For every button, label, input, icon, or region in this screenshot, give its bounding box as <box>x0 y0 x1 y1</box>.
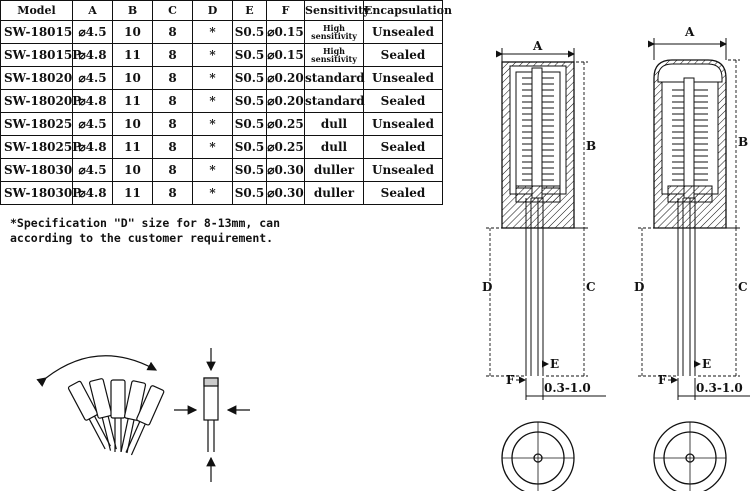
cell-e: S0.5 <box>233 21 267 44</box>
label-e: E <box>702 357 712 371</box>
cell-model: SW-18015 <box>1 21 73 44</box>
cell-c: 8 <box>153 159 193 182</box>
cell-encapsulation: Sealed <box>364 182 443 205</box>
cell-model: SW-18025 <box>1 113 73 136</box>
cell-sensitivity: dull <box>305 136 364 159</box>
cell-e: S0.5 <box>233 182 267 205</box>
dimension-a <box>654 38 726 60</box>
dimension-c <box>544 228 588 376</box>
header-f: F <box>267 1 305 21</box>
cell-c: 8 <box>153 90 193 113</box>
table-row <box>1 67 443 90</box>
label-b: B <box>738 135 749 149</box>
cell-b: 11 <box>113 90 153 113</box>
cell-b: 11 <box>113 44 153 67</box>
cell-a: ⌀4.5 <box>73 21 113 44</box>
cell-c: 8 <box>153 113 193 136</box>
cell-c: 8 <box>153 21 193 44</box>
cell-c: 8 <box>153 136 193 159</box>
cell-sensitivity: standard <box>305 67 364 90</box>
cell-f: ⌀0.30 <box>267 182 305 205</box>
table-header-row <box>1 1 443 21</box>
cell-d: * <box>193 182 233 205</box>
cell-b: 11 <box>113 182 153 205</box>
cell-c: 8 <box>153 182 193 205</box>
header-c: C <box>153 1 193 21</box>
table-row <box>1 159 443 182</box>
label-a: A <box>685 25 695 39</box>
cell-model: SW-18020 <box>1 67 73 90</box>
lead-spacing-label: 0.3-1.0 <box>696 381 743 395</box>
cell-d: * <box>193 90 233 113</box>
cell-e: S0.5 <box>233 44 267 67</box>
cell-b: 11 <box>113 136 153 159</box>
label-d: D <box>634 280 645 294</box>
label-f: F <box>658 373 667 387</box>
cell-a: ⌀4.5 <box>73 159 113 182</box>
cell-sensitivity: duller <box>305 159 364 182</box>
dimension-d <box>486 228 524 376</box>
cell-model: SW-18030P <box>1 182 73 205</box>
header-e: E <box>233 1 267 21</box>
cell-d: * <box>193 67 233 90</box>
tilt-illustration <box>38 340 308 490</box>
cell-a: ⌀4.5 <box>73 113 113 136</box>
dimension-c <box>696 228 740 376</box>
bottom-view <box>502 422 574 491</box>
cell-f: ⌀0.15 <box>267 21 305 44</box>
cell-d: * <box>193 44 233 67</box>
cell-encapsulation: Unsealed <box>364 21 443 44</box>
header-d: D <box>193 1 233 21</box>
cell-encapsulation: Unsealed <box>364 67 443 90</box>
cell-b: 10 <box>113 113 153 136</box>
cell-f: ⌀0.20 <box>267 90 305 113</box>
cell-f: ⌀0.25 <box>267 113 305 136</box>
cell-encapsulation: Unsealed <box>364 159 443 182</box>
single-sensor-icon <box>174 348 250 482</box>
cell-sensitivity: standard <box>305 90 364 113</box>
cell-c: 8 <box>153 67 193 90</box>
cell-model: SW-18015P <box>1 44 73 67</box>
cell-a: ⌀4.8 <box>73 90 113 113</box>
specification-note: *Specification "D" size for 8-13mm, can according to the customer requirement. <box>10 216 281 245</box>
cell-e: S0.5 <box>233 159 267 182</box>
label-f: F <box>506 373 515 387</box>
label-d: D <box>482 280 493 294</box>
table-row <box>1 182 443 205</box>
label-c: C <box>738 280 748 294</box>
cell-model: SW-18020P <box>1 90 73 113</box>
cell-c: 8 <box>153 44 193 67</box>
bottom-view <box>654 422 726 491</box>
cell-e: S0.5 <box>233 67 267 90</box>
cell-model: SW-18025P <box>1 136 73 159</box>
cell-b: 10 <box>113 159 153 182</box>
cell-sensitivity: High sensitivity <box>305 44 364 67</box>
table-row <box>1 21 443 44</box>
cell-e: S0.5 <box>233 113 267 136</box>
cell-b: 10 <box>113 67 153 90</box>
cell-a: ⌀4.5 <box>73 67 113 90</box>
header-sensitivity: Sensitivity <box>305 1 364 21</box>
cell-encapsulation: Sealed <box>364 90 443 113</box>
header-encapsulation: Encapsulation <box>364 1 443 21</box>
header-model: Model <box>1 1 73 21</box>
spec-table <box>0 0 452 205</box>
cell-d: * <box>193 159 233 182</box>
label-a: A <box>533 39 543 53</box>
cell-sensitivity: duller <box>305 182 364 205</box>
cell-model: SW-18030 <box>1 159 73 182</box>
header-a: A <box>73 1 113 21</box>
unsealed-sensor-drawing <box>476 38 606 491</box>
cell-d: * <box>193 136 233 159</box>
cell-encapsulation: Unsealed <box>364 113 443 136</box>
label-c: C <box>586 280 596 294</box>
cell-encapsulation: Sealed <box>364 44 443 67</box>
cell-encapsulation: Sealed <box>364 136 443 159</box>
tilt-arc-arrow <box>46 356 156 378</box>
cell-a: ⌀4.8 <box>73 182 113 205</box>
table-row <box>1 90 443 113</box>
cell-d: * <box>193 21 233 44</box>
cell-e: S0.5 <box>233 136 267 159</box>
cell-b: 10 <box>113 21 153 44</box>
header-b: B <box>113 1 153 21</box>
table-row <box>1 136 443 159</box>
label-e: E <box>550 357 560 371</box>
cell-a: ⌀4.8 <box>73 136 113 159</box>
cell-f: ⌀0.30 <box>267 159 305 182</box>
sealed-sensor-drawing <box>628 25 750 491</box>
label-b: B <box>586 139 597 153</box>
lead-spacing-label: 0.3-1.0 <box>544 381 591 395</box>
cell-f: ⌀0.20 <box>267 67 305 90</box>
cell-f: ⌀0.25 <box>267 136 305 159</box>
cell-e: S0.5 <box>233 90 267 113</box>
cell-a: ⌀4.8 <box>73 44 113 67</box>
table-row <box>1 113 443 136</box>
cell-f: ⌀0.15 <box>267 44 305 67</box>
cell-sensitivity: dull <box>305 113 364 136</box>
cell-sensitivity: High sensitivity <box>305 21 364 44</box>
table-row <box>1 44 443 67</box>
dimension-d <box>638 228 676 376</box>
cell-d: * <box>193 113 233 136</box>
